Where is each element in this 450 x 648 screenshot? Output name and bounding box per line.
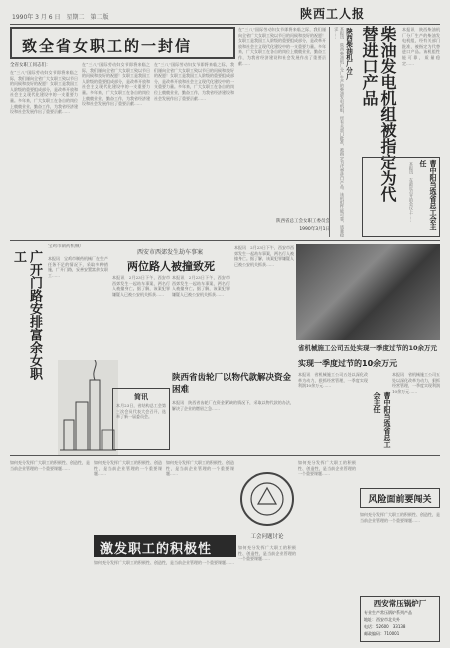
right-mid-title: 实现一季度过节的10余万元 (298, 359, 398, 368)
gear-factory-title: 陕西省齿轮厂以物代款解决资金困难 (172, 373, 292, 395)
women-article-lede: 宝鸡市制药机械厂 (48, 244, 84, 249)
lead-byline: 全省女职工同志们： (10, 63, 51, 68)
lower-section-rule (10, 455, 440, 456)
photo-caption: 省机械施工公司五处实现一季度过节的10余万元 (298, 344, 438, 352)
brief-body: 本月23日，省结构总工会第三次会员代表大会召开，选举了新一届委员会。 (116, 403, 166, 420)
flood-body-col1: 本报讯 2月23日下午，西安市西郊发生一起劫车事案，两名行人被撞身亡。据了解，该案犯罪嫌疑人已被公安机关抓获…… (112, 275, 170, 297)
gear-factory-body: 本报讯 陕西省齿轮厂在资金紧缺的情况下，采取以物代款的办法，解决了企业的燃眉之急…… (172, 400, 294, 411)
bottom-left-body-col2: 如何充分发挥广大职工的积极性、创造性，是当前企业管理的一个重要课题…… (94, 460, 162, 477)
boiler-ad-line-4: 邮政编码：710001 (364, 631, 400, 636)
newspaper-masthead: 陕西工人报 (300, 7, 366, 21)
lead-body-col1: 在“三八”国际劳动妇女节即将来临之际，我们谨向全省广大女职工致以节日的问候和良好的祝愿！女职工是我国工人阶级的重要组成部分，是改革开放和社会主义现代化建设中的一支重要力量。多年来，广大女职工在各自的岗位上兢兢业业，勤奋工作，为我省经济建设和社会发展作出了重要贡献…… (10, 70, 78, 115)
lead-title: 致全省女职工的一封信 (22, 37, 193, 55)
side-pull-title: 曹中阳当选省总工会主任 (419, 160, 437, 230)
bottom-left-body-col3: 如何充分发挥广大职工的积极性、创造性，是当前企业管理的一个重要课题…… (166, 460, 234, 477)
flood-title: 两位路人被撞致死 (127, 260, 215, 273)
bottom-left-tag: 工会问题讨论 (250, 534, 284, 540)
right-top-subtitle: 陕西柴油机厂分厂 (345, 28, 353, 80)
right-top-body: 本报讯 陕西柴油机厂分厂生产的柴油发电机组，经有关部门批准，被指定为代替进口产品。该机组性能可靠，质量稳定…… (334, 27, 345, 237)
bottom-left-body-col4: 如何充分发挥广大职工的积极性、创造性，是当前企业管理的一个重要课题…… (94, 560, 234, 565)
risk-body: 如何充分发挥广大职工的积极性、创造性，是当前企业管理的一个重要课题…… (360, 512, 440, 523)
women-article-title: 广开门路安排富余女职工 (11, 250, 42, 380)
lead-signature: 陕西省总工会女职工委员会 (276, 219, 330, 224)
boiler-ad-line-1: 专业生产常压锅炉系列产品 (364, 610, 412, 615)
right-top-title: 柴油发电机组被指定为代替进口产品 (360, 26, 397, 202)
union-badge (238, 470, 296, 528)
risk-title: 风险面前要闯关 (368, 495, 432, 505)
lead-body-col3: 在“三八”国际劳动妇女节即将来临之际，我们谨向全省广大女职工致以节日的问候和良好的祝愿！女职工是我国工人阶级的重要组成部分，是改革开放和社会主义现代化建设中的一支重要力量。多年来，广大女职工在各自的岗位上兢兢业业，勤奋工作，为我省经济建设和社会发展作出了重要贡献…… (154, 62, 234, 101)
section-rule (10, 240, 440, 241)
boiler-ad-line-3: 电话：52600 33138 (364, 624, 406, 629)
edition-date-line: 1990年 3 月 6 日 星期二 第二版 (12, 14, 109, 21)
flood-kicker: 西安市西郊发生劫车事案 (136, 249, 203, 256)
bottom-right-body: 如何充分发挥广大职工的积极性、创造性，是当前企业管理的一个重要课题…… (298, 460, 356, 477)
header-rule (10, 24, 440, 25)
right-mid-body-col1: 本报讯 省机械施工公司五处以深化改革为动力，狠抓经营管理，一季度实现利润10余万元…… (298, 372, 368, 389)
column-divider (329, 27, 330, 237)
right-mid-vertical-title: 曹中阳当选省总工会主任 (373, 392, 391, 448)
lead-signature-date: 1990年3月1日 (299, 227, 330, 232)
lead-body-col4: 在“三八”国际劳动妇女节即将来临之际，我们谨向全省广大女职工致以节日的问候和良好的祝愿！女职工是我国工人阶级的重要组成部分，是改革开放和社会主义现代化建设中的一支重要力量。多年来，广大女职工在各自的岗位上兢兢业业，勤奋工作，为我省经济建设和社会发展作出了重要贡献…… (238, 27, 326, 66)
flood-body-col2: 本报讯 2月23日下午，西安市西郊发生一起劫车事案，两名行人被撞身亡。据了解，该案犯罪嫌疑人已被公安机关抓获…… (172, 275, 230, 297)
women-article-body: 本报讯 宝鸡市制药机械厂在生产任务不足的情况下，采取多种措施，广开门路，妥善安置富余女职工…… (48, 256, 108, 278)
right-top-body-2: 本报讯 陕西柴油机厂分厂生产的柴油发电机组，经有关部门批准，被指定为代替进口产品。该机组性能可靠，质量稳定…… (402, 27, 440, 66)
bottom-left-title: 激发职工的积极性 (100, 542, 213, 557)
workshop-photo (296, 244, 440, 340)
boiler-ad-line-2: 地址：西安市北关外 (364, 617, 400, 622)
flood-body-col3: 本报讯 2月23日下午，西安市西郊发生一起劫车事案，两名行人被撞身亡。据了解，该案犯罪嫌疑人已被公安机关抓获…… (234, 245, 294, 267)
side-pull-body: 本报讯 在最近召开的会议上…… (409, 162, 414, 222)
lead-body-col2: 在“三八”国际劳动妇女节即将来临之际，我们谨向全省广大女职工致以节日的问候和良好的祝愿！女职工是我国工人阶级的重要组成部分，是改革开放和社会主义现代化建设中的一支重要力量。多年来，广大女职工在各自的岗位上兢兢业业，勤奋工作，为我省经济建设和社会发展作出了重要贡献…… (82, 62, 150, 107)
factory-sketch-image (58, 360, 118, 455)
brief-label: 简讯 (134, 393, 148, 401)
union-emblem-icon (238, 470, 296, 528)
bottom-mid-body: 如何充分发挥广大职工的积极性、创造性，是当前企业管理的一个重要课题…… (238, 545, 296, 562)
bottom-left-body-col1: 如何充分发挥广大职工的积极性、创造性，是当前企业管理的一个重要课题…… (10, 460, 90, 471)
boiler-ad-title: 西安常压锅炉厂 (373, 599, 427, 608)
factory-sketch-icon (58, 360, 118, 455)
right-mid-body-col2: 本报讯 省机械施工公司五处以深化改革为动力，狠抓经营管理，一季度实现利润10余万元…… (392, 372, 440, 394)
